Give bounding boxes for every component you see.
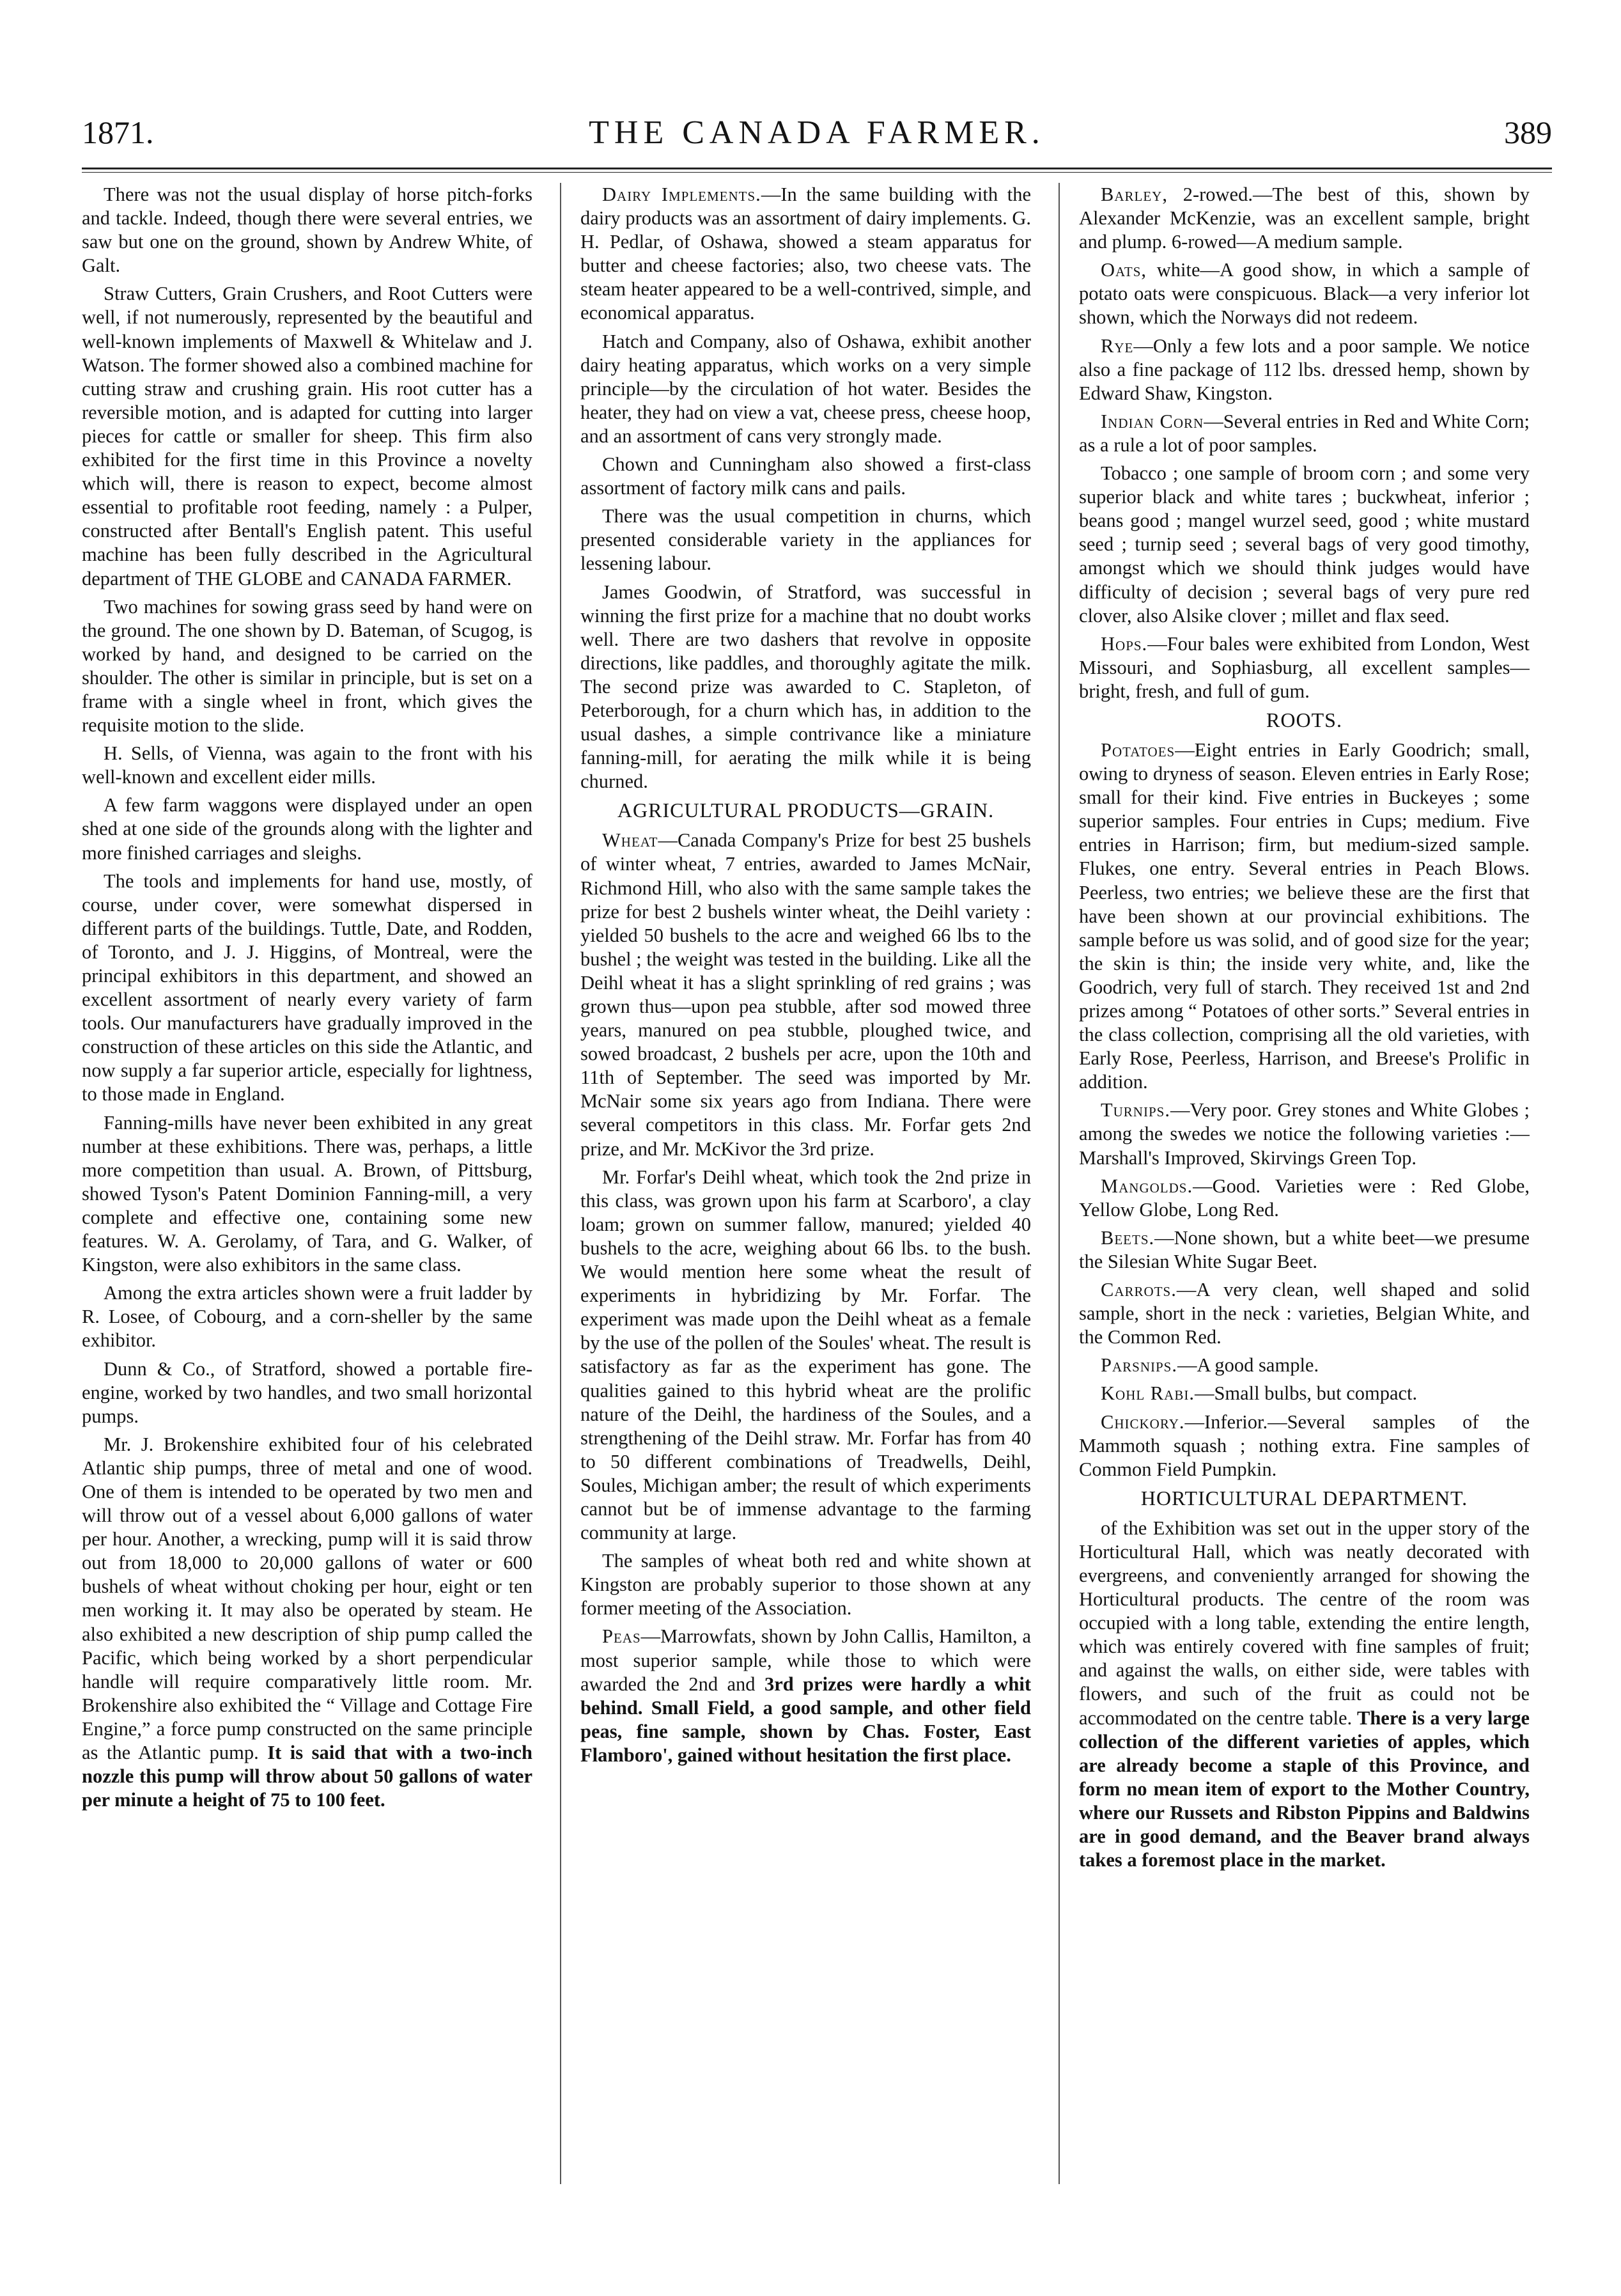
article-paragraph bbox=[1079, 1410, 1530, 1481]
article-paragraph bbox=[1079, 258, 1530, 329]
paragraph-text: Tobacco ; one sample of broom corn ; and some very superior black and white tares ; buckwheat, inferior ; beans good ; mangel wurzel seed, good ; white mustard seed ; turnip seed ; several bags of very good timothy, amongst which we should think judges would have difficulty of decision ; several bags of very pure red clover, also Alsike clover ; millet and flax seed. bbox=[1079, 462, 1530, 627]
page-header bbox=[82, 114, 1552, 165]
article-paragraph bbox=[1079, 632, 1530, 703]
paragraph-text: —Very poor. Grey stones and White Globes ; among the swedes we notice the following varieties :—Marshall's Improved, Skirvings Green Top. bbox=[1079, 1099, 1530, 1169]
article-paragraph bbox=[580, 581, 1031, 794]
paragraph-text: Fanning-mills have never been exhibited in any great number at these exhibitions. There was, perhaps, a little more competition than usual. A. Brown, of Pittsburg, showed Tyson's Patent Dominion Fanning-mill, a very complete and effective one, containing some new features. W. A. Gerolamy, of Tara, and G. Walker, of Kingston, were also exhibitors in the same class. bbox=[82, 1111, 532, 1276]
paragraph-lead: Turnips. bbox=[1101, 1099, 1170, 1121]
header-rule bbox=[82, 168, 1552, 169]
column-rule-1 bbox=[560, 183, 561, 2184]
paragraph-text: —A very clean, well shaped and solid sample, short in the neck : varieties, Belgian White, and the Common Red. bbox=[1079, 1279, 1530, 1348]
paragraph-lead: Potatoes bbox=[1101, 738, 1175, 761]
article-paragraph bbox=[1079, 1175, 1530, 1222]
paragraph-lead: Indian Corn bbox=[1101, 410, 1204, 432]
header-title: THE CANADA FARMER. bbox=[589, 114, 1045, 151]
article-paragraph bbox=[1079, 410, 1530, 457]
paragraph-text: The samples of wheat both red and white shown at Kingston are probably superior to those shown at any former meeting of the Association. bbox=[580, 1550, 1031, 1620]
article-paragraph bbox=[82, 282, 532, 590]
paragraph-text: Dunn & Co., of Stratford, showed a portable fire-engine, worked by two handles, and two small horizontal pumps. bbox=[82, 1357, 532, 1427]
article-paragraph bbox=[580, 1549, 1031, 1620]
paragraph-text: white—A good show, in which a sample of potato oats were conspicuous. Black—a very inferior lot shown, which the Norways did not redeem. bbox=[1079, 259, 1530, 329]
article-paragraph bbox=[1079, 1278, 1530, 1349]
paragraph-lead: Chickory. bbox=[1101, 1410, 1185, 1433]
paragraph-lead: Dairy Implements. bbox=[602, 184, 761, 205]
paragraph-text: Two machines for sowing grass seed by hand were on the ground. The one shown by D. Bateman, of Scugog, is worked by hand, and designed to be carried on the shoulder. The other is similar in principle, but is set on a frame with a single wheel in front, which gives the requisite motion to the slide. bbox=[82, 595, 532, 737]
article-paragraph bbox=[82, 870, 532, 1107]
article-paragraph bbox=[580, 504, 1031, 575]
paragraph-text: —Canada Company's Prize for best 25 bushels of winter wheat, 7 entries, awarded to James McNair, Richmond Hill, who also with the same sample takes the prize for best 2 bushels winter wheat, the Deihl variety : yielded 50 bushels to the acre and weighed 66 lbs to the bushel ; the weight was tested in the building. Like all the Deihl wheat it has a slight sprinkling of red grains ; was grown thus—upon pea stubble, after sod mowed three years, manured on pea stubble, ploughed twice, and sowed broadcast, 2 bushels per acre, upon the 10th and 11th of September. The seed was imported by Mr. McNair some six years ago from Indiana. There were several competitors in this class. Mr. Forfar gets 2nd prize, and Mr. McKivor the 3rd prize. bbox=[580, 829, 1031, 1160]
column-3 bbox=[1079, 183, 1530, 2191]
paragraph-text: —Eight entries in Early Goodrich; small, owing to dryness of season. Eleven entries in Early Rose; small for their kind. Five entries in Buckeyes ; some superior samples. Four entries in Cups; medium. Five entries in Harrison; firm, but medium-sized sample. Flukes, one entry. Several entries in Peach Blows. Peerless, two entries; we believe these are the first that have been shown at our provincial exhibitions. The sample before us was solid, and of good size for the year; the skin is thin; the inside very white, and, like the Goodrich, very full of starch. They received 1st and 2nd prizes among “ Potatoes of other sorts.” Several entries in the class collection, comprising all the old varieties, with Early Rose, Peerless, Harrison, and Breese's Prolific in addition. bbox=[1079, 738, 1530, 1093]
article-paragraph bbox=[1079, 738, 1530, 1094]
column-rule-2 bbox=[1059, 183, 1060, 2184]
paragraph-text: —Four bales were exhibited from London, West Missouri, and Sophiasburg, all excellent samples—bright, fresh, and full of gum. bbox=[1079, 632, 1530, 702]
paragraph-text: H. Sells, of Vienna, was again to the front with his well-known and excellent eider mills. bbox=[82, 742, 532, 788]
header-year: 1871. bbox=[82, 114, 154, 150]
paragraph-lead: Beets. bbox=[1101, 1226, 1155, 1249]
paragraph-bold-text: It is said that with a two-inch nozzle this pump will throw about 50 gallons of water per minute a height of 75 to 100 feet. bbox=[82, 1742, 532, 1811]
article-paragraph bbox=[82, 1357, 532, 1428]
paragraph-lead: Barley, bbox=[1101, 184, 1168, 205]
paragraph-text: The tools and implements for hand use, mostly, of course, under cover, were somewhat dispersed in different parts of the buildings. Tuttle, Date, and Rodden, of Toronto, and J. J. Higgins, of Montreal, were the principal exhibitors in this department, and showed an excellent assortment of nearly every variety of farm tools. Our manufacturers have gradually improved in the construction of these articles on this side the Atlantic, and now supply a far superior article, especially for lightness, to those made in England. bbox=[82, 870, 532, 1105]
paragraph-lead: Hops. bbox=[1101, 632, 1148, 655]
article-paragraph bbox=[1079, 1226, 1530, 1274]
paragraph-text: of the Exhibition was set out in the upper story of the Horticultural Hall, which was neatly decorated with evergreens, and conveniently arranged for showing the Horticultural products. The centre of the room was occupied with a long table, extending the entire length, which was entirely covered with fine samples of fruit; and against the walls, on either side, were tables with flowers, and such of the fruit as could not be accommodated on the centre table. bbox=[1079, 1517, 1530, 1729]
paragraph-lead: Kohl Rabi. bbox=[1101, 1382, 1195, 1405]
paragraph-text: Mr. J. Brokenshire exhibited four of his celebrated Atlantic ship pumps, three of metal and one of wood. One of them is intended to be operated by two men and will throw out of a vessel about 6,000 gallons of water per hour. Another, a wrecking, pump will it is said throw out from 18,000 to 20,000 gallons of water or 600 bushels of wheat without choking per hour, eight or ten men working it. It may also be operated by steam. He also exhibited a new description of ship pump called the Pacific, which being worked by a short perpendicular handle will require comparatively little room. Mr. Brokenshire also exhibited the “ Village and Cottage Fire Engine,” a force pump constructed on the same principle as the Atlantic pump. bbox=[82, 1433, 532, 1763]
article-paragraph bbox=[82, 1111, 532, 1277]
paragraph-text: There was the usual competition in churns, which presented considerable variety in the appliances for lessening labour. bbox=[580, 505, 1031, 575]
paragraph-lead: Wheat bbox=[602, 829, 658, 852]
article-paragraph bbox=[82, 183, 532, 277]
article-paragraph bbox=[82, 793, 532, 864]
paragraph-text: —A good sample. bbox=[1177, 1354, 1319, 1377]
article-paragraph bbox=[580, 1166, 1031, 1545]
article-paragraph bbox=[580, 453, 1031, 500]
header-page-number: 389 bbox=[1504, 114, 1552, 150]
paragraph-text: Mr. Forfar's Deihl wheat, which took the 2nd prize in this class, was grown upon his farm at Scarboro', a clay loam; grown on summer fallow, manured; yielded 40 bushels to the acre, weighing about 66 lbs. to the bush. We would mention here some wheat the result of experiments in hybridizing by Mr. Forfar. The experiment was made upon the Deihl wheat as a female by the use of the pollen of the Soules' wheat. The result is satisfactory as far as the experiment has gone. The qualities gained to this hybrid wheat are the prolific nature of the Deihl, the hardiness of the Soules, and a strengthening of the Deihl straw. Mr. Forfar has from 40 to 50 different combinations of Treadwells, Deihl, Soules, Michigan amber; the result of which experiments cannot but be of immense advantage to the farming community at large. bbox=[580, 1166, 1031, 1544]
article-paragraph bbox=[82, 595, 532, 738]
article-paragraph bbox=[82, 1433, 532, 1813]
article-paragraph bbox=[580, 183, 1031, 325]
paragraph-text: Straw Cutters, Grain Crushers, and Root Cutters were well, if not numerously, represented by the beautiful and well-known implements of Maxwell & Whitelaw and J. Watson. The former showed also a combined machine for cutting straw and crushing grain. His root cutter has a reversible motion, and is adapted for cutting into larger pieces for cattle or smaller for sheep. This firm also exhibited for the first time in this Province a novelty which will, there is reason to expect, become almost essential to profitable root feeding, namely : a Pulper, constructed after Bentall's English patent. This useful machine has been fully described in the Agricultural department of THE GLOBE and CANADA FARMER. bbox=[82, 283, 532, 590]
article-paragraph bbox=[1079, 334, 1530, 405]
paragraph-lead: Rye bbox=[1101, 334, 1134, 357]
article-paragraph bbox=[1079, 1517, 1530, 1872]
paragraph-text: —Good. Varieties were : Red Globe, Yellow Globe, Long Red. bbox=[1079, 1175, 1530, 1221]
article-paragraph bbox=[580, 1625, 1031, 1767]
paragraph-text: —Inferior.—Several samples of the Mammoth squash ; nothing extra. Fine samples of Common Field Pumpkin. bbox=[1079, 1410, 1530, 1480]
paragraph-bold-text: There is a very large collection of the different varieties of apples, which are already become a staple of this Province, and form no mean item of export to the Mother Country, where our Russets and Ribston Pippins and Baldwins are in good demand, and the Beaver brand always takes a foremost place in the market. bbox=[1079, 1706, 1530, 1871]
paragraph-lead: Parsnips. bbox=[1101, 1354, 1177, 1377]
column-2 bbox=[580, 183, 1031, 2191]
paragraph-text: Hatch and Company, also of Oshawa, exhibit another dairy heating apparatus, which works on a very simple principle—by the circulation of hot water. Besides the heater, they had on view a vat, cheese press, cheese hoop, and an assortment of cans very strongly made. bbox=[580, 330, 1031, 447]
paragraph-text: —Only a few lots and a poor sample. We notice also a fine package of 112 lbs. dressed hemp, shown by Edward Shaw, Kingston. bbox=[1079, 334, 1530, 404]
paragraph-lead: Peas bbox=[602, 1625, 641, 1648]
paragraph-text: —In the same building with the dairy products was an assortment of dairy implements. G. H. Pedlar, of Oshawa, showed a steam apparatus for butter and cheese factories; also, two cheese vats. The steam heater appeared to be a well-contrived, simple, and economical apparatus. bbox=[580, 184, 1031, 324]
article-paragraph bbox=[1079, 1098, 1530, 1169]
paragraph-text: —Marrowfats, shown by John Callis, Hamilton, a most superior sample, while those to which were awarded the 2nd and bbox=[580, 1625, 1031, 1695]
article-paragraph bbox=[1079, 1382, 1530, 1405]
article-paragraph bbox=[1079, 183, 1530, 254]
paragraph-text: Chown and Cunningham also showed a first-class assortment of factory milk cans and pails. bbox=[580, 453, 1031, 499]
article-paragraph bbox=[82, 742, 532, 789]
column-1 bbox=[82, 183, 532, 2191]
section-heading: ROOTS. bbox=[1266, 708, 1342, 731]
paragraph-text: A few farm waggons were displayed under an open shed at one side of the grounds along with the lighter and more finished carriages and sleighs. bbox=[82, 794, 532, 864]
paragraph-text: —None shown, but a white beet—we presume the Silesian White Sugar Beet. bbox=[1079, 1226, 1530, 1272]
article-paragraph bbox=[82, 1281, 532, 1352]
paragraph-text: Among the extra articles shown were a fruit ladder by R. Losee, of Cobourg, and a corn-sheller by the same exhibitor. bbox=[82, 1282, 532, 1352]
paragraph-text: There was not the usual display of horse pitch-forks and tackle. Indeed, though there were several entries, we saw but one on the ground, shown by Andrew White, of Galt. bbox=[82, 184, 532, 277]
section-heading: HORTICULTURAL DEPARTMENT. bbox=[1140, 1486, 1468, 1510]
header-rule-thin bbox=[82, 172, 1552, 173]
paragraph-lead: Carrots. bbox=[1101, 1279, 1177, 1301]
paragraph-lead: Oats, bbox=[1101, 259, 1147, 281]
paragraph-text: —Small bulbs, but compact. bbox=[1194, 1382, 1418, 1405]
paragraph-text: 2-rowed.—The best of this, shown by Alexander McKenzie, was an excellent sample, bright and plump. 6-rowed—A medium sample. bbox=[1079, 184, 1530, 253]
article-paragraph bbox=[1079, 462, 1530, 628]
article-paragraph bbox=[1079, 1354, 1530, 1377]
paragraph-bold-text: 3rd prizes were hardly a whit behind. Small Field, a good sample, and other field peas, fine sample, shown by Chas. Foster, East Flamboro', gained without hesitation the first place. bbox=[580, 1673, 1031, 1766]
paragraph-text: —Several entries in Red and White Corn; as a rule a lot of poor samples. bbox=[1079, 410, 1530, 456]
section-heading: AGRICULTURAL PRODUCTS—GRAIN. bbox=[617, 799, 995, 822]
paragraph-text: James Goodwin, of Stratford, was successful in winning the first prize for a machine that no doubt works well. There are two dashers that revolve in opposite directions, like paddles, and thoroughly agitate the milk. The second prize was awarded to C. Stapleton, of Peterborough, for a churn which has, in addition to the usual dashes, a simple contrivance like a miniature fanning-mill, for aerating the milk while it is being churned. bbox=[580, 581, 1031, 793]
paragraph-lead: Mangolds. bbox=[1101, 1175, 1193, 1197]
article-paragraph bbox=[580, 330, 1031, 448]
article-paragraph bbox=[580, 829, 1031, 1160]
